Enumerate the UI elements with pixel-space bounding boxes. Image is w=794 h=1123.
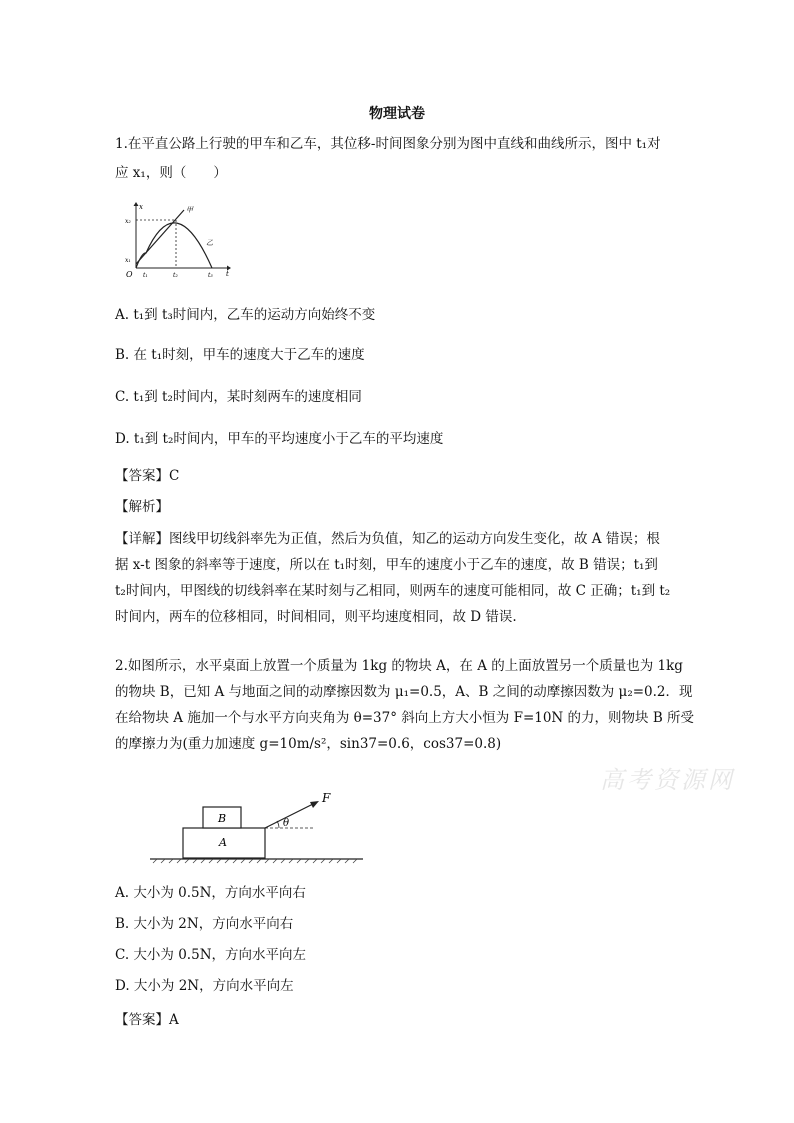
q1-x1-label: x₁ [125, 257, 131, 264]
q1-line-b-label: 乙 [206, 239, 213, 247]
q1-t1-label: t₁ [143, 272, 148, 279]
q2-stem-line: 在给物块 A 施加一个与水平方向夹角为 θ=37° 斜向上方大小恒为 F=10N 的力，则物块 B 所受 [115, 710, 695, 726]
q1-answer: 【答案】C [115, 468, 180, 484]
q1-stem-line2: 应 x₁，则（ ） [115, 165, 227, 181]
q2-block-a-label: A [219, 836, 227, 849]
q1-t2-label: t₂ [173, 272, 178, 279]
q2-stem-line: 2.如图所示，水平桌面上放置一个质量为 1kg 的物块 A，在 A 的上面放置另一个质量也为 1kg [115, 658, 683, 674]
q2-blocks-figure [145, 785, 370, 865]
q2-block-b-label: B [218, 812, 227, 825]
q2-stem [115, 653, 695, 757]
page-title: 物理试卷 [369, 106, 425, 122]
q1-detail-line: 时间内，两车的位移相同，时间相同，则平均速度相同，故 D 错误. [115, 609, 517, 625]
q1-stem-line1: 1.在平直公路上行驶的甲车和乙车，其位移-时间图象分别为图中直线和曲线所示，图中 t₁对 [115, 136, 661, 152]
watermark: 高考资源网 [600, 766, 735, 794]
q1-x2-label: x₂ [125, 218, 131, 225]
q1-x-axis-label: t [226, 270, 229, 278]
q2-option-d: D. 大小为 2N，方向水平向左 [115, 978, 294, 994]
q1-detail-line: 据 x-t 图象的斜率等于速度，所以在 t₁时刻，甲车的速度小于乙车的速度，故 B 错误；t₁到 [115, 557, 658, 573]
q2-option-a: A. 大小为 0.5N，方向水平向右 [115, 885, 306, 901]
q2-option-c: C. 大小为 0.5N，方向水平向左 [115, 947, 307, 963]
q1-detail [115, 526, 680, 630]
q1-detail-line: t₂时间内，甲图线的切线斜率在某时刻与乙相同，则两车的速度可能相同，故 C 正确；t₁到 t₂ [115, 583, 671, 599]
q1-option-b: B. 在 t₁时刻，甲车的速度大于乙车的速度 [115, 347, 365, 363]
q2-stem-line: 的摩擦力为(重力加速度 g=10m/s²，sin37=0.6，cos37=0.8) [115, 736, 502, 752]
q1-line-a-label: 甲 [186, 206, 193, 214]
q1-xt-graph [122, 200, 232, 280]
q2-stem-line: 的物块 B，已知 A 与地面之间的动摩擦因数为 μ₁=0.5，A、B 之间的动摩擦因数为 μ₂=0.2．现 [115, 684, 693, 700]
q1-origin-label: O [126, 270, 133, 279]
q1-option-d: D. t₁到 t₂时间内，甲车的平均速度小于乙车的平均速度 [115, 431, 444, 447]
q1-analysis-label: 【解析】 [115, 499, 169, 515]
q2-option-b: B. 大小为 2N，方向水平向右 [115, 916, 294, 932]
q1-detail-line: 【详解】图线甲切线斜率先为正值，然后为负值，知乙的运动方向发生变化，故 A 错误；根 [115, 531, 660, 547]
q2-angle-label: θ [283, 818, 290, 829]
q1-y-axis-label: x [139, 203, 143, 211]
q1-option-c: C. t₁到 t₂时间内，某时刻两车的速度相同 [115, 389, 362, 405]
q1-option-a: A. t₁到 t₃时间内，乙车的运动方向始终不变 [115, 307, 376, 323]
q2-force-label: F [322, 791, 331, 805]
q2-answer: 【答案】A [115, 1012, 179, 1028]
q1-t3-label: t₃ [208, 272, 213, 279]
